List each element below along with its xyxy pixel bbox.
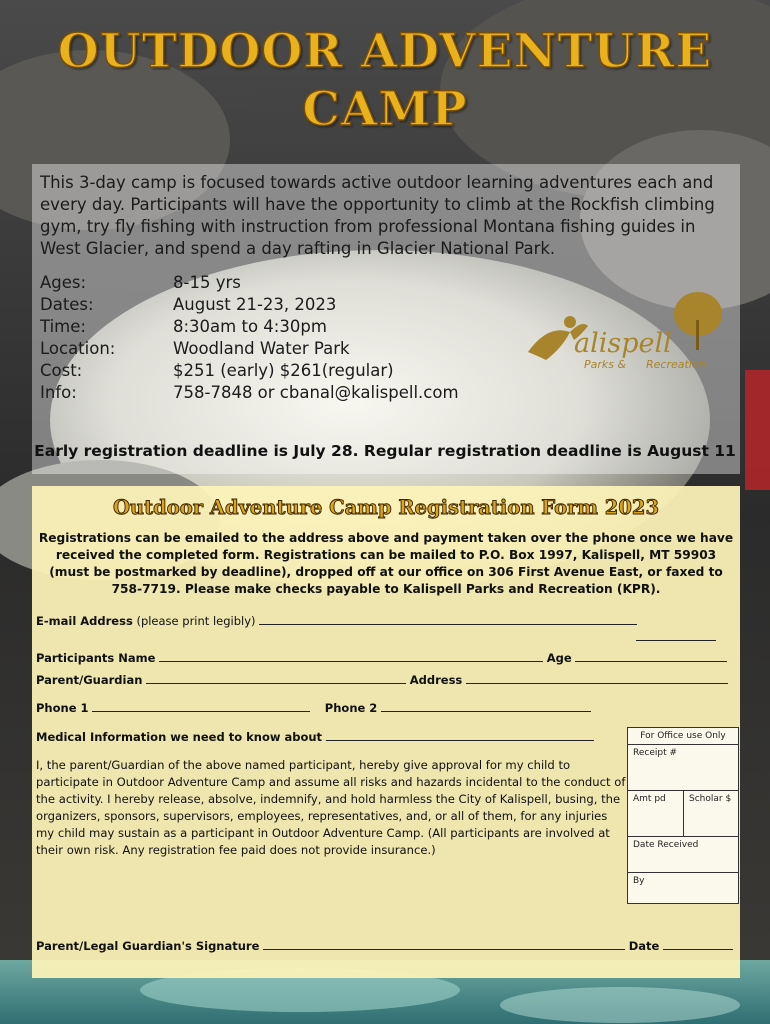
amount-paid-cell xyxy=(628,790,683,836)
by-cell xyxy=(628,872,738,903)
form-title: Outdoor Adventure Camp Registration Form 2023 xyxy=(112,496,660,519)
detail-label: Time: xyxy=(40,317,86,336)
detail-value: 758-7848 or cbanal@kalispell.com xyxy=(173,383,459,402)
camp-details xyxy=(40,272,459,404)
logo-parks: Parks & xyxy=(584,358,627,371)
office-use-box xyxy=(627,727,739,904)
detail-value: Woodland Water Park xyxy=(173,339,350,358)
detail-row xyxy=(40,360,459,382)
date-received-cell xyxy=(628,836,738,872)
office-header: For Office use Only xyxy=(640,731,726,741)
detail-label: Location: xyxy=(40,339,116,358)
date-field[interactable] xyxy=(663,937,733,950)
phone1-label: Phone 1 xyxy=(36,701,89,715)
camp-description: This 3-day camp is focused towards active outdoor learning adventures each and every day. Participants will have the opportunity to climb at the Rockfish climbing gym, try fly fishing with instruction from professional Montana fishing guides in West Glacier, and spend a day rafting in Glacier National Park. xyxy=(40,173,715,258)
parent-row xyxy=(36,671,728,687)
detail-row xyxy=(40,294,459,316)
medical-label: Medical Information we need to know about xyxy=(36,730,323,744)
signature-label: Parent/Legal Guardian's Signature xyxy=(36,939,260,953)
email-field-continuation[interactable] xyxy=(636,628,716,641)
date-received-label: Date Received xyxy=(633,840,699,850)
deadline-notice: Early registration deadline is July 28. Regular registration deadline is August 11 xyxy=(34,442,736,460)
logo-wordmark: alispell xyxy=(574,328,672,359)
camp-title-line1: OUTDOOR ADVENTURE xyxy=(57,24,713,79)
by-label: By xyxy=(633,876,645,886)
phone2-label: Phone 2 xyxy=(324,701,378,715)
email-note: (please print legibly) xyxy=(136,614,256,628)
signature-field[interactable] xyxy=(263,937,625,950)
phone1-field[interactable] xyxy=(92,699,310,712)
email-row xyxy=(36,612,637,628)
medical-info-field[interactable] xyxy=(326,728,594,741)
scholarship-cell xyxy=(683,790,738,836)
scholarship-label: Scholar $ xyxy=(689,794,732,804)
detail-row xyxy=(40,316,459,338)
participant-label: Participants Name xyxy=(36,651,156,665)
receipt-label: Receipt # xyxy=(633,748,678,758)
participant-name-field[interactable] xyxy=(159,649,543,662)
participant-row xyxy=(36,649,727,665)
medical-row xyxy=(36,728,594,744)
date-label: Date xyxy=(628,939,660,953)
detail-row xyxy=(40,338,459,360)
address-field[interactable] xyxy=(466,671,728,684)
detail-value: 8-15 yrs xyxy=(173,273,241,292)
phone2-field[interactable] xyxy=(381,699,591,712)
form-instructions: Registrations can be emailed to the address above and payment taken over the phone once we have received the completed form. Registrations can be mailed to P.O. Box 1997, Kalispell, MT 59903 (must be postmarked by deadline), dropped off at our office on 306 First Avenue East, or faxed to 758-7719. Please make checks payable to Kalispell Parks and Recreation (KPR). xyxy=(38,531,734,596)
age-label: Age xyxy=(546,651,572,665)
email-label: E-mail Address xyxy=(36,614,133,628)
address-label: Address xyxy=(409,673,463,687)
detail-row xyxy=(40,272,459,294)
camp-title-line2: CAMP xyxy=(302,82,468,137)
age-field[interactable] xyxy=(575,649,727,662)
detail-label: Dates: xyxy=(40,295,94,314)
signature-row xyxy=(36,937,733,953)
liability-release-text: I, the parent/Guardian of the above named participant, hereby give approval for my child to participate in Outdoor Adventure Camp and assume all risks and hazards incidental to the conduct of the activity. I hereby release, absolve, indemnify, and hold harmless the City of Kalispell, busing, the organizers, sponsors, supervisors, employees, representatives, and, or all of them, for any injuries my child may sustain as a participant in Outdoor Adventure Camp. (All participants are involved at their own risk. Any registration fee paid does not provide insurance.) xyxy=(36,758,626,857)
kalispell-parks-logo xyxy=(518,290,728,380)
receipt-cell xyxy=(628,744,738,790)
logo-recreation: Recreation xyxy=(646,358,706,371)
detail-label: Info: xyxy=(40,383,77,402)
parent-name-field[interactable] xyxy=(146,671,406,684)
amount-paid-label: Amt pd xyxy=(633,794,666,804)
phone-row xyxy=(36,699,591,715)
email-field[interactable] xyxy=(259,612,637,625)
detail-label: Ages: xyxy=(40,273,87,292)
detail-label: Cost: xyxy=(40,361,83,380)
detail-row xyxy=(40,382,459,404)
parent-label: Parent/Guardian xyxy=(36,673,143,687)
detail-value: 8:30am to 4:30pm xyxy=(173,317,327,336)
detail-value: $251 (early) $261(regular) xyxy=(173,361,394,380)
detail-value: August 21-23, 2023 xyxy=(173,295,337,314)
tree-icon xyxy=(674,292,722,350)
